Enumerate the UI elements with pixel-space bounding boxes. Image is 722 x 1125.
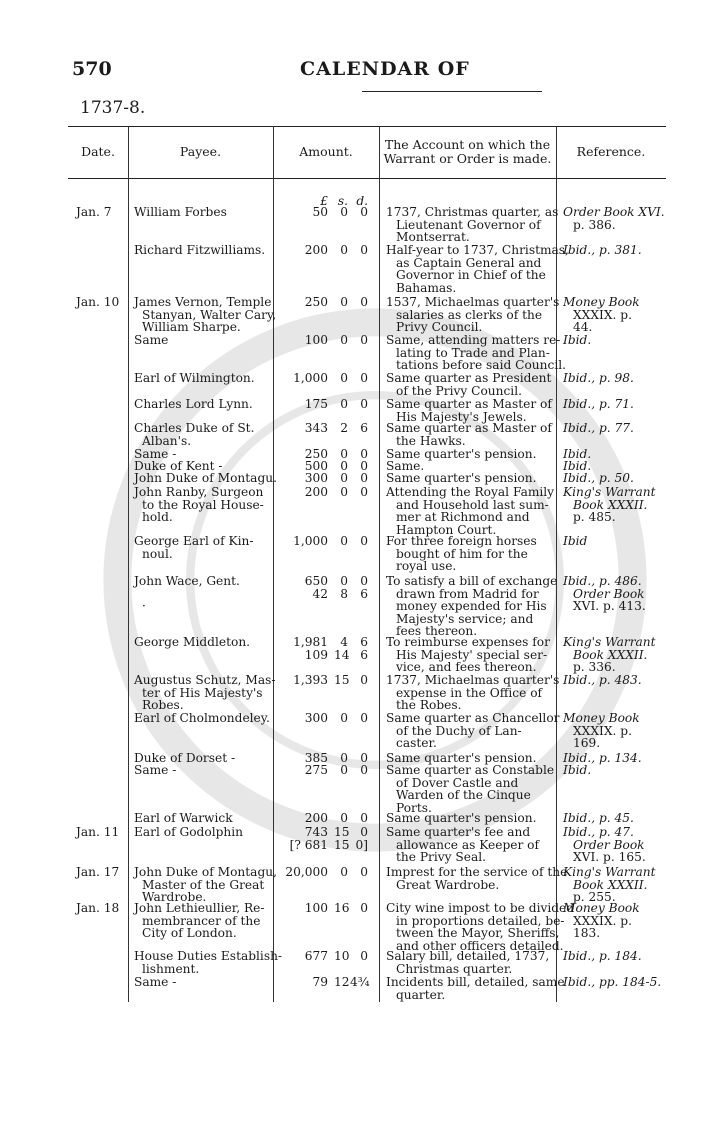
row-amount-shillings: 0 bbox=[340, 751, 348, 765]
row-amount-pence: 0 bbox=[360, 485, 368, 499]
page-number: 570 bbox=[72, 58, 112, 80]
row-account: the Hawks. bbox=[396, 433, 466, 448]
row-amount-pounds: 50 bbox=[312, 205, 328, 219]
running-title: CALENDAR OF bbox=[300, 58, 470, 80]
row-amount-shillings: 0 bbox=[340, 371, 348, 385]
row-account: expense in the Office of bbox=[396, 685, 543, 700]
row-amount-pounds: 1,981 bbox=[293, 635, 328, 649]
row-amount-shillings: 12 bbox=[334, 975, 350, 989]
row-amount-pounds: [? 681 bbox=[289, 837, 328, 852]
row-account: 1537, Michaelmas quarter's bbox=[386, 295, 560, 309]
row-amount-shillings: 4 bbox=[340, 635, 348, 649]
row-reference: Ibid., p. 71. bbox=[563, 397, 634, 411]
row-amount-pounds: 250 bbox=[304, 447, 328, 461]
row-amount-shillings: 0 bbox=[340, 459, 348, 473]
row-amount-pounds: 500 bbox=[304, 459, 328, 473]
table-top-rule bbox=[68, 126, 666, 127]
row-account: His Majesty's Jewels. bbox=[396, 409, 527, 424]
header-payee: Payee. bbox=[179, 144, 222, 159]
row-payee: Duke of Dorset - bbox=[134, 751, 236, 765]
row-amount-shillings: 0 bbox=[340, 534, 348, 548]
row-reference: Ibid., p. 483. bbox=[563, 673, 642, 687]
row-reference: Order Book bbox=[573, 837, 645, 852]
row-reference: Ibid., p. 184. bbox=[563, 949, 642, 963]
row-account: Bahamas. bbox=[396, 280, 457, 295]
row-amount-shillings: 15 bbox=[334, 837, 350, 852]
row-account: Same quarter as Constable bbox=[386, 763, 555, 777]
row-amount-pounds: 200 bbox=[304, 485, 328, 499]
row-payee: Duke of Kent - bbox=[134, 459, 223, 473]
header-date: Date. bbox=[81, 144, 115, 159]
row-amount-pence: 6 bbox=[360, 421, 368, 435]
header-account-line1: The Account on which the bbox=[384, 137, 551, 152]
row-payee: Richard Fitzwilliams. bbox=[134, 243, 266, 257]
row-reference: Ibid., p. 50. bbox=[563, 471, 634, 485]
row-reference: XVI. p. 165. bbox=[573, 850, 646, 865]
row-account: For three foreign horses bbox=[386, 534, 537, 548]
row-account: Great Wardrobe. bbox=[396, 877, 500, 892]
row-amount-pence: 0 bbox=[360, 243, 368, 257]
header-account-line2: Warrant or Order is made. bbox=[383, 151, 552, 166]
row-amount-pounds: 677 bbox=[304, 949, 328, 963]
row-account: Same quarter's pension. bbox=[386, 811, 537, 825]
row-amount-pence: 0 bbox=[360, 447, 368, 461]
row-account: Montserrat. bbox=[396, 230, 470, 245]
row-reference: Ibid. bbox=[563, 447, 592, 461]
row-account: Lieutenant Governor of bbox=[396, 217, 541, 232]
unit-pounds: £ bbox=[320, 194, 328, 208]
row-reference: XXXIX. p. bbox=[573, 723, 632, 738]
row-date: Jan. 18 bbox=[76, 901, 120, 915]
row-account: Same quarter's fee and bbox=[386, 825, 531, 839]
row-reference: Ibid., p. 486. bbox=[563, 574, 642, 588]
row-amount-pounds: 109 bbox=[304, 647, 328, 662]
row-account: Attending the Royal Family bbox=[386, 485, 555, 499]
row-amount-shillings: 0 bbox=[340, 471, 348, 485]
row-payee: Earl of Godolphin bbox=[134, 825, 243, 839]
row-payee: Same - bbox=[134, 975, 177, 989]
row-amount-shillings: 0 bbox=[340, 243, 348, 257]
row-payee: Augustus Schutz, Mas- bbox=[134, 673, 276, 687]
row-payee: membrancer of the bbox=[142, 913, 261, 928]
row-reference: Money Book bbox=[563, 711, 640, 725]
row-reference: Order Book bbox=[573, 586, 645, 601]
row-payee: Stanyan, Walter Cary, bbox=[142, 307, 277, 322]
row-amount-pence: 0 bbox=[360, 901, 368, 915]
row-account: Governor in Chief of the bbox=[396, 268, 546, 283]
row-account: royal use. bbox=[396, 559, 457, 574]
row-account: Majesty's service; and bbox=[396, 611, 534, 626]
row-amount-shillings: 14 bbox=[334, 647, 350, 662]
row-account: Same quarter's pension. bbox=[386, 751, 537, 765]
row-amount-pounds: 275 bbox=[304, 763, 328, 777]
row-amount-pounds: 1,000 bbox=[293, 534, 328, 548]
row-payee: Charles Duke of St. bbox=[134, 421, 255, 435]
row-amount-pence: 0 bbox=[360, 751, 368, 765]
row-amount-pounds: 1,000 bbox=[293, 371, 328, 385]
row-amount-shillings: 15 bbox=[334, 825, 350, 839]
row-account: Incidents bill, detailed, same bbox=[386, 975, 565, 989]
row-date: Jan. 11 bbox=[76, 825, 120, 839]
row-account: the Robes. bbox=[396, 698, 462, 713]
unit-pence: d. bbox=[356, 194, 368, 208]
row-payee: Charles Lord Lynn. bbox=[134, 397, 253, 411]
row-reference: Ibid., p. 45. bbox=[563, 811, 634, 825]
row-amount-pence: 0 bbox=[360, 333, 368, 347]
row-account: 1737, Christmas quarter, as bbox=[386, 205, 559, 219]
row-account: Same, attending matters re- bbox=[386, 333, 561, 347]
row-account: Imprest for the service of the bbox=[386, 865, 568, 879]
row-amount-pence: 0 bbox=[360, 397, 368, 411]
row-amount-pence: 0 bbox=[360, 574, 368, 588]
row-amount-shillings: 16 bbox=[334, 901, 350, 915]
row-account: His Majesty' special ser- bbox=[396, 647, 548, 662]
column-divider bbox=[128, 126, 129, 1002]
row-amount-pounds: 385 bbox=[304, 751, 328, 765]
row-reference: King's Warrant bbox=[563, 635, 656, 649]
row-account: mer at Richmond and bbox=[396, 510, 530, 525]
row-reference: Ibid., p. 134. bbox=[563, 751, 642, 765]
row-payee: House Duties Establish- bbox=[134, 949, 283, 963]
row-amount-pounds: 100 bbox=[304, 901, 328, 915]
row-amount-shillings: 0 bbox=[340, 574, 348, 588]
row-reference: XXXIX. p. bbox=[573, 913, 632, 928]
row-payee: lishment. bbox=[142, 961, 200, 976]
row-amount-shillings: 0 bbox=[340, 485, 348, 499]
row-account: Hampton Court. bbox=[396, 522, 497, 537]
row-amount-pounds: 42 bbox=[312, 586, 328, 601]
row-account: Same quarter's pension. bbox=[386, 471, 537, 485]
row-payee: Same bbox=[134, 333, 169, 347]
row-amount-shillings: 0 bbox=[340, 447, 348, 461]
row-amount-pence: 0 bbox=[360, 763, 368, 777]
row-reference: Ibid. bbox=[563, 459, 592, 473]
row-payee: John Duke of Montagu, bbox=[134, 865, 277, 879]
row-reference: Money Book bbox=[563, 295, 640, 309]
row-account: Same quarter as Master of bbox=[386, 397, 552, 411]
row-account: Same quarter as Master of bbox=[386, 421, 552, 435]
row-reference: 183. bbox=[573, 926, 601, 941]
row-amount-shillings: 0 bbox=[340, 333, 348, 347]
row-account: Salary bill, detailed, 1737, bbox=[386, 949, 550, 963]
row-account: tations before said Council. bbox=[396, 358, 567, 373]
row-amount-pence: 0 bbox=[360, 534, 368, 548]
row-payee: Robes. bbox=[142, 698, 184, 713]
row-account: City wine impost to be divided bbox=[386, 901, 575, 915]
row-amount-pence: 6 bbox=[360, 635, 368, 649]
row-amount-shillings: 0 bbox=[340, 763, 348, 777]
year-heading: 1737-8. bbox=[80, 98, 146, 118]
row-account: Same quarter's pension. bbox=[386, 447, 537, 461]
row-account: Privy Council. bbox=[396, 320, 483, 335]
row-amount-pence: 0 bbox=[360, 711, 368, 725]
row-payee: Alban's. bbox=[142, 433, 192, 448]
row-reference: p. 485. bbox=[573, 510, 616, 525]
row-payee: City of London. bbox=[142, 926, 237, 941]
row-account: Warden of the Cinque bbox=[396, 788, 531, 803]
row-account: Christmas quarter. bbox=[396, 961, 513, 976]
row-account: Same quarter as President bbox=[386, 371, 552, 385]
row-payee: John Lethieullier, Re- bbox=[134, 901, 265, 915]
row-reference: XVI. p. 413. bbox=[573, 599, 646, 614]
row-reference: Book XXXII. bbox=[573, 877, 648, 892]
column-divider bbox=[379, 126, 380, 1002]
row-amount-pounds: 20,000 bbox=[285, 865, 328, 879]
row-reference: Book XXXII. bbox=[573, 497, 648, 512]
row-reference: Ibid., p. 47. bbox=[563, 825, 634, 839]
row-amount-shillings: 0 bbox=[340, 205, 348, 219]
row-amount-pence: 0 bbox=[360, 295, 368, 309]
row-amount-pounds: 175 bbox=[304, 397, 328, 411]
row-amount-pence: 0 bbox=[360, 949, 368, 963]
row-date: Jan. 7 bbox=[76, 205, 112, 219]
row-account: tween the Mayor, Sheriffs, bbox=[396, 926, 560, 941]
row-account: money expended for His bbox=[396, 599, 547, 614]
row-reference: p. 386. bbox=[573, 217, 616, 232]
row-amount-shillings: 10 bbox=[334, 949, 350, 963]
row-amount-shillings: 0 bbox=[340, 711, 348, 725]
row-amount-pence: 0 bbox=[360, 865, 368, 879]
row-account: allowance as Keeper of bbox=[396, 837, 540, 852]
row-reference: Book XXXII. bbox=[573, 647, 648, 662]
row-amount-pence: 0 bbox=[360, 371, 368, 385]
row-amount-pounds: 79 bbox=[312, 975, 328, 989]
row-payee: John Wace, Gent. bbox=[134, 574, 240, 588]
row-amount-shillings: 8 bbox=[340, 586, 348, 601]
row-amount-pounds: 1,393 bbox=[293, 673, 328, 687]
row-reference: King's Warrant bbox=[563, 865, 656, 879]
row-account: and Household last sum- bbox=[396, 497, 549, 512]
row-account: of the Privy Council. bbox=[396, 383, 522, 398]
header-amount: Amount. bbox=[299, 144, 353, 159]
row-payee: Same - bbox=[134, 447, 177, 461]
row-amount-shillings: 0 bbox=[340, 397, 348, 411]
row-payee: ter of His Majesty's bbox=[142, 685, 263, 700]
row-account: of Dover Castle and bbox=[396, 775, 519, 790]
row-amount-pence: 0] bbox=[355, 837, 368, 852]
row-payee: George Middleton. bbox=[134, 635, 251, 649]
row-amount-pence: 0 bbox=[360, 811, 368, 825]
row-amount-pounds: 343 bbox=[304, 421, 328, 435]
row-account: and other officers detailed. bbox=[396, 938, 564, 953]
row-account: To satisfy a bill of exchange bbox=[386, 574, 558, 588]
row-amount-shillings: 0 bbox=[340, 811, 348, 825]
row-reference: 44. bbox=[573, 320, 593, 335]
row-account: Ports. bbox=[396, 800, 432, 815]
row-amount-pounds: 300 bbox=[304, 711, 328, 725]
row-amount-pounds: 200 bbox=[304, 243, 328, 257]
row-account: of the Duchy of Lan- bbox=[396, 723, 522, 738]
row-reference: XXXIX. p. bbox=[573, 307, 632, 322]
row-amount-pounds: 743 bbox=[304, 825, 328, 839]
unit-shillings: s. bbox=[337, 194, 348, 208]
row-account: 1737, Michaelmas quarter's bbox=[386, 673, 560, 687]
row-reference: p. 255. bbox=[573, 890, 616, 905]
row-reference: King's Warrant bbox=[563, 485, 656, 499]
row-payee: William Sharpe. bbox=[142, 320, 241, 335]
row-amount-pence: 0 bbox=[360, 825, 368, 839]
row-amount-shillings: 2 bbox=[340, 421, 348, 435]
row-amount-pence: 4¾ bbox=[350, 975, 370, 989]
row-account: as Captain General and bbox=[396, 255, 542, 270]
row-amount-pence: 0 bbox=[360, 205, 368, 219]
row-reference: Ibid bbox=[563, 534, 588, 548]
row-payee: James Vernon, Temple bbox=[134, 295, 272, 309]
row-amount-shillings: 0 bbox=[340, 865, 348, 879]
row-payee: Earl of Cholmondeley. bbox=[134, 711, 270, 725]
row-account: caster. bbox=[396, 736, 437, 751]
row-payee: · bbox=[142, 599, 146, 614]
row-account: in proportions detailed, be- bbox=[396, 913, 565, 928]
row-reference: Ibid., p. 77. bbox=[563, 421, 634, 435]
row-amount-shillings: 15 bbox=[334, 673, 350, 687]
row-payee: to the Royal House- bbox=[142, 497, 264, 512]
row-reference: Ibid., pp. 184-5. bbox=[563, 975, 662, 989]
row-reference: Ibid., p. 98. bbox=[563, 371, 634, 385]
row-account: lating to Trade and Plan- bbox=[396, 345, 550, 360]
row-payee: Master of the Great bbox=[142, 877, 265, 892]
row-account: vice, and fees thereon. bbox=[396, 660, 537, 675]
title-rule bbox=[362, 91, 542, 92]
row-reference: Order Book XVI. bbox=[563, 205, 665, 219]
row-account: the Privy Seal. bbox=[396, 850, 487, 865]
row-reference: Ibid. bbox=[563, 333, 592, 347]
row-amount-pounds: 200 bbox=[304, 811, 328, 825]
row-reference: Money Book bbox=[563, 901, 640, 915]
row-payee: Wardrobe. bbox=[142, 890, 207, 905]
row-amount-pence: 0 bbox=[360, 459, 368, 473]
row-amount-pounds: 100 bbox=[304, 333, 328, 347]
row-account: Half-year to 1737, Christmas, bbox=[386, 243, 569, 257]
row-account: drawn from Madrid for bbox=[396, 586, 539, 601]
row-payee: John Ranby, Surgeon bbox=[134, 485, 264, 499]
row-account: Same. bbox=[386, 459, 425, 473]
row-payee: George Earl of Kin- bbox=[134, 534, 254, 548]
header-reference: Reference. bbox=[576, 144, 646, 159]
row-account: salaries as clerks of the bbox=[396, 307, 543, 322]
row-payee: Earl of Wilmington. bbox=[134, 371, 255, 385]
table-header-rule bbox=[68, 178, 666, 179]
row-reference: Ibid., p. 381. bbox=[563, 243, 642, 257]
row-amount-pounds: 250 bbox=[304, 295, 328, 309]
row-account: To reimburse expenses for bbox=[386, 635, 550, 649]
row-account: Same quarter as Chancellor bbox=[386, 711, 560, 725]
row-payee: Same - bbox=[134, 763, 177, 777]
row-amount-pence: 0 bbox=[360, 673, 368, 687]
row-amount-pounds: 300 bbox=[304, 471, 328, 485]
row-date: Jan. 17 bbox=[76, 865, 120, 879]
row-amount-pence: 6 bbox=[360, 647, 368, 662]
row-date: Jan. 10 bbox=[76, 295, 120, 309]
row-account: fees thereon. bbox=[396, 624, 478, 639]
row-reference: 169. bbox=[573, 736, 601, 751]
row-amount-pence: 0 bbox=[360, 471, 368, 485]
row-amount-pounds: 650 bbox=[304, 574, 328, 588]
row-payee: Earl of Warwick bbox=[134, 811, 233, 825]
row-reference: Ibid. bbox=[563, 763, 592, 777]
row-payee: John Duke of Montagu. bbox=[134, 471, 277, 485]
row-payee: William Forbes bbox=[134, 205, 227, 219]
row-amount-pence: 6 bbox=[360, 586, 368, 601]
row-payee: noul. bbox=[142, 546, 173, 561]
row-account: bought of him for the bbox=[396, 546, 528, 561]
row-reference: p. 336. bbox=[573, 660, 616, 675]
row-amount-shillings: 0 bbox=[340, 295, 348, 309]
row-payee: hold. bbox=[142, 510, 173, 525]
row-account: quarter. bbox=[396, 987, 446, 1002]
